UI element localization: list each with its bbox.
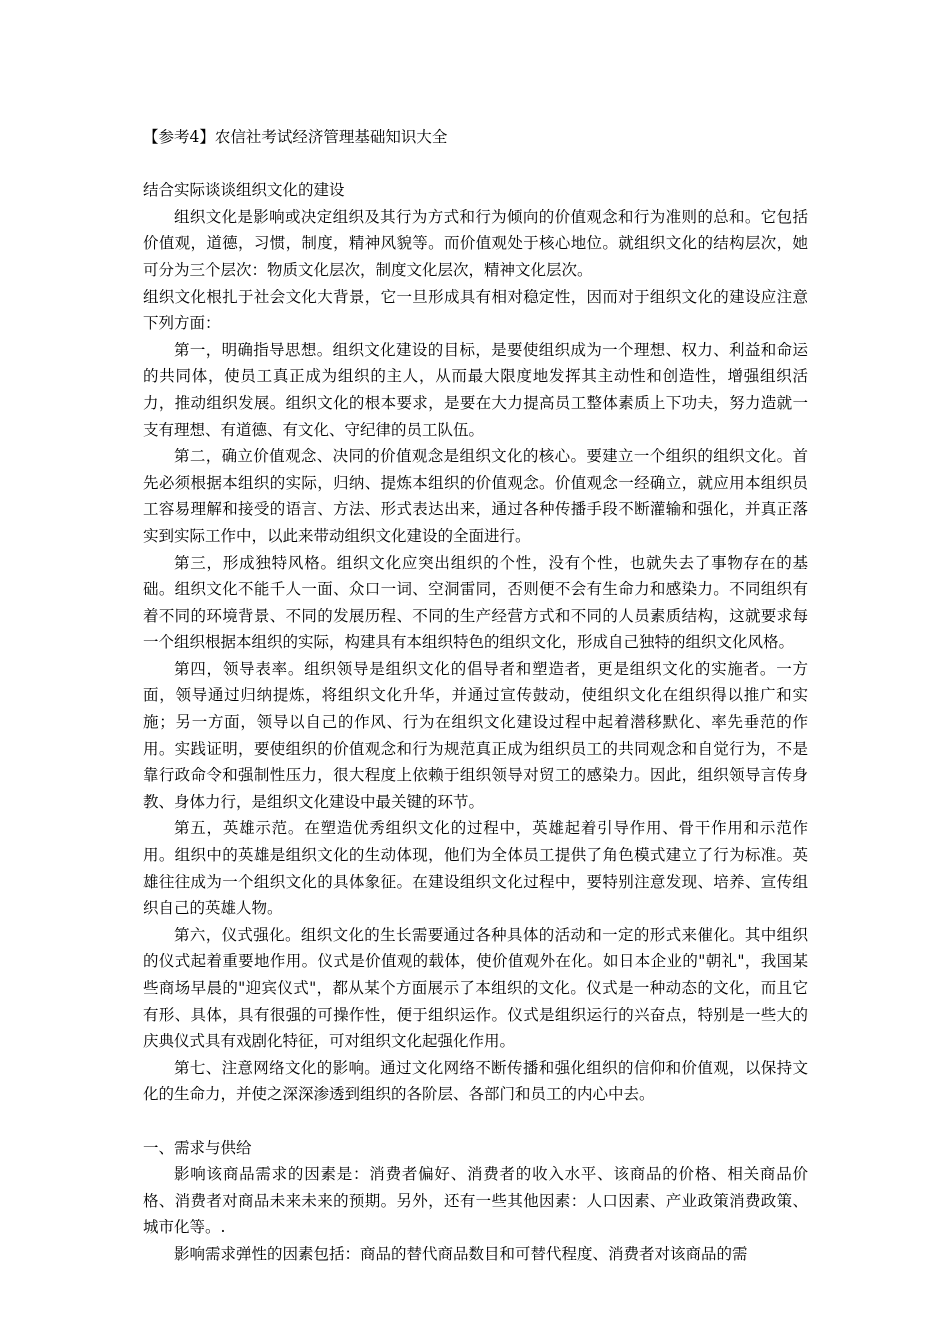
paragraph-point-7: 第七、注意网络文化的影响。通过文化网络不断传播和强化组织的信仰和价值观，以保持文化的生命力，并使之深深渗透到组织的各阶层、各部门和员工的内心中去。 [143,1058,808,1104]
paragraph-point-1: 第一，明确指导思想。组织文化建设的目标，是要使组织成为一个理想、权力、利益和命运的共同体，使员工真正成为组织的主人，从而最大限度地发挥其主动性和创造性，增强组织活力，推动组织发展。组织文化的根本要求，是要在大力提高员工整体素质上下功夫，努力造就一支有理想、有道德、有文化、守纪律的员工队伍。 [143,340,808,439]
paragraph-point-4: 第四，领导表率。组织领导是组织文化的倡导者和塑造者，更是组织文化的实施者。一方面，领导通过归纳提炼，将组织文化升华，并通过宣传鼓动，使组织文化在组织得以推广和实施；另一方面，领导以自己的作风、行为在组织文化建设过程中起着潜移默化、率先垂范的作用。实践证明，要使组织的价值观念和行为规范真正成为组织员工的共同观念和自觉行为，不是靠行政命令和强制性压力，很大程度上依赖于组织领导对贸工的感染力。因此，组织领导言传身教、身体力行，是组织文化建设中最关键的环节。 [143,659,808,811]
paragraph-point-5: 第五，英雄示范。在塑造优秀组织文化的过程中，英雄起着引导作用、骨干作用和示范作用。组织中的英雄是组织文化的生动体现，他们为全体员工提供了角色模式建立了行为标准。英雄往往成为一个组织文化的具体象征。在建设组织文化过程中，要特别注意发现、培养、宣传组织自己的英雄人物。 [143,819,808,918]
document-title: 【参考4】农信社考试经济管理基础知识大全 [143,128,448,146]
paragraph-demand-factors: 影响该商品需求的因素是：消费者偏好、消费者的收入水平、该商品的价格、相关商品价格、消费者对商品未来未来的预期。另外，还有一些其他因素：人口因素、产业政策消费政策、城市化等。. [143,1165,808,1237]
paragraph-point-2: 第二，确立价值观念、决同的价值观念是组织文化的核心。要建立一个组织的组织文化。首先必须根据本组织的实际，归纳、提炼本组织的价值观念。价值观念一经确立，就应用本组织员工容易理解和接受的语言、方法、形式表达出来，通过各种传播手段不断灌输和强化，并真正落实到实际工作中，以此来带动组织文化建设的全面进行。 [143,447,808,545]
paragraph-point-3: 第三，形成独特风格。组织文化应突出组织的个性，没有个性，也就失去了事物存在的基础。组织文化不能千人一面、众口一词、空洞雷同，否则便不会有生命力和感染力。不同组织有着不同的环境背景、不同的发展历程、不同的生产经营方式和不同的人员素质结构，这就要求每一个组织根据本组织的实际，构建具有本组织特色的组织文化，形成自己独特的组织文化风格。 [143,553,808,652]
paragraph-point-6: 第六，仪式强化。组织文化的生长需要通过各种具体的活动和一定的形式来催化。其中组织的仪式起着重要地作用。仪式是价值观的载体，使价值观外在化。如日本企业的"朝礼"，我国某些商场早晨的"迎宾仪式"，都从某个方面展示了本组织的文化。仪式是一种动态的文化，而且它有形、具体，具有很强的可操作性，便于组织运作。仪式是组织运行的兴奋点，特别是一些大的庆典仪式具有戏剧化特征，可对组织文化起强化作用。 [143,925,808,1051]
paragraph-elasticity-factors: 影响需求弹性的因素包括：商品的替代商品数目和可替代程度、消费者对该商品的需 [174,1244,748,1263]
section-spacer [143,1108,808,1135]
section-heading-demand-supply: 一、需求与供给 [143,1138,252,1157]
paragraph-intro: 组织文化根扎于社会文化大背景，它一旦形成具有相对稳定性，因而对于组织文化的建设应注意下列方面： [143,287,808,333]
paragraph-definition: 组织文化是影响或决定组织及其行为方式和行为倾向的价值观念和行为准则的总和。它包括价值观，道德，习惯，制度，精神风貌等。而价值观处于核心地位。就组织文化的结构层次，她可分为三个层次：物质文化层次，制度文化层次，精神文化层次。 [143,207,808,279]
section-heading-organizational-culture: 结合实际谈谈组织文化的建设 [143,181,345,200]
document-body [143,124,808,1268]
